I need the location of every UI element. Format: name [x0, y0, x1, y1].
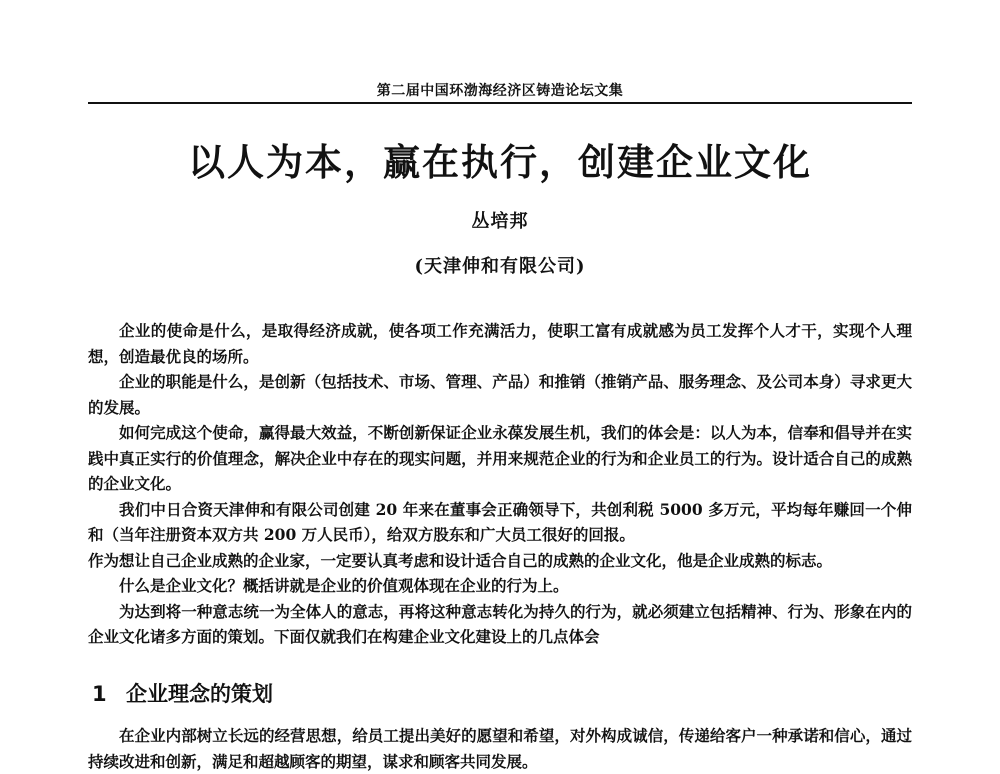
- author-name: 丛培邦: [471, 211, 529, 232]
- body-paragraph: 作为想让自己企业成熟的企业家，一定要认真考虑和设计适合自己的成熟的企业文化，他是企业成熟的标志。: [88, 550, 833, 570]
- article-body: [88, 318, 912, 650]
- body-paragraph: 企业的职能是什么，是创新（包括技术、市场、管理、产品）和推销（推销产品、服务理念、及公司本身）寻求更大的发展。: [88, 372, 912, 417]
- section-number: 1: [92, 682, 107, 706]
- section-title: 企业理念的策划: [126, 682, 273, 706]
- header-rule: [88, 102, 912, 104]
- section-heading: [92, 678, 273, 708]
- section-body: [88, 723, 912, 774]
- section-paragraph: 在企业内部树立长远的经营思想，给员工提出美好的愿望和希望，对外构成诚信，传递给客户一种承诺和信心，通过持续改进和创新，满足和超越顾客的期望，谋求和顾客共同发展。: [88, 726, 912, 771]
- body-paragraph: 什么是企业文化？概括讲就是企业的价值观体现在企业的行为上。: [119, 576, 569, 595]
- body-paragraph: 如何完成这个使命，赢得最大效益，不断创新保证企业永葆发展生机，我们的体会是：以人为本，信奉和倡导并在实践中真正实行的价值理念，解决企业中存在的现实问题，并用来规范企业的行为和企业员工的行为。设计适合自己的成熟的企业文化。: [88, 423, 912, 493]
- article-title: 以人为本，赢在执行，创建企业文化: [188, 140, 812, 184]
- body-paragraph: 为达到将一种意志统一为全体人的意志，再将这种意志转化为持久的行为，就必须建立包括精神、行为、形象在内的企业文化诸多方面的策划。下面仅就我们在构建企业文化建设上的几点体会: [88, 601, 912, 646]
- body-paragraph: 我们中日合资天津伸和有限公司创建 20 年来在董事会正确领导下，共创利税 5000 多万元，平均每年赚回一个伸和（当年注册资本双方共 200 万人民币），给双方股东和广大员工很好的回报。: [88, 499, 912, 544]
- body-paragraph: 企业的使命是什么，是取得经济成就，使各项工作充满活力，使职工富有成就感为员工发挥个人才干，实现个人理想，创造最优良的场所。: [88, 321, 912, 366]
- author-affiliation: (天津伸和有限公司): [414, 256, 586, 277]
- running-header: 第二届中国环渤海经济区铸造论坛文集: [376, 83, 624, 99]
